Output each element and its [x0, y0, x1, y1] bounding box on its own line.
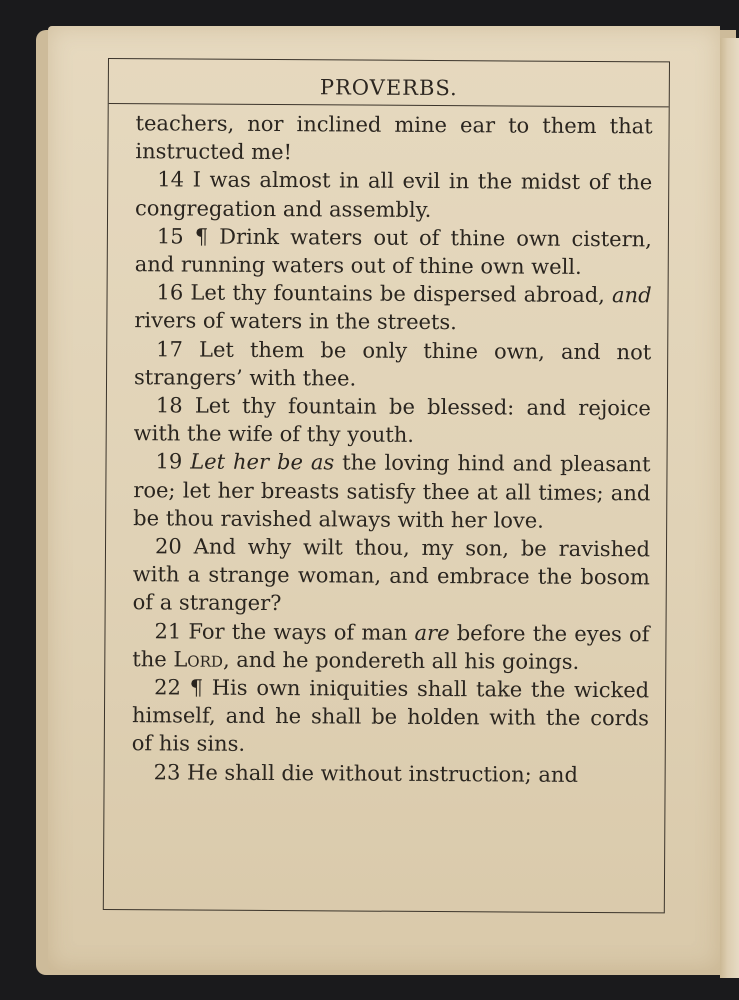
- verse-text: ¶ His own iniquities shall take the wicked himself, and he shall be holden with the cords of his sins.: [131, 675, 650, 757]
- verse-text: [182, 450, 190, 474]
- verse-15: [135, 222, 652, 282]
- verse-number: 16: [156, 280, 184, 305]
- verse-number: 14: [157, 167, 185, 192]
- verse-number: 17: [156, 336, 184, 362]
- verse-text: Let thy fountains be dispersed abroad,: [183, 280, 613, 308]
- verse-text: He shall die without instruction; and: [180, 760, 579, 787]
- verse-text: And why wilt thou, my son, be ravished with a strange woman, and embrace the bosom of a stranger?: [132, 534, 651, 616]
- verse-21: [132, 617, 649, 677]
- running-header: PROVERBS.: [319, 75, 458, 101]
- verse-text: Let thy fountain be blessed: and rejoice with the wife of thy youth.: [133, 393, 651, 448]
- verse-text: are: [414, 620, 450, 645]
- verse-text: Let them be only thine own, and not strangers’ with thee.: [133, 337, 652, 391]
- verse-list: [132, 166, 653, 790]
- body-text: [132, 109, 653, 789]
- text-frame: [103, 58, 670, 913]
- verse-22: [132, 673, 650, 761]
- verse-number: 23: [153, 759, 181, 785]
- header-rule: [109, 103, 669, 107]
- verse-text: ¶ Drink waters out of thine own cistern, and running waters out of thine own well.: [134, 224, 652, 279]
- verse-text: I was almost in all evil in the midst of the congregation and assembly.: [135, 167, 653, 222]
- verse-text: Let her be as: [190, 449, 335, 475]
- verse-text: rivers of waters in the streets.: [134, 308, 457, 335]
- verse-14: [135, 166, 652, 226]
- verse-text: Lord: [173, 647, 224, 672]
- verse-text: the loving hind and pleasant roe; let her breasts satisfy thee at all times; and be thou ravished always with her love.: [133, 450, 651, 533]
- verse-text: and: [611, 283, 652, 308]
- verse-17: [134, 335, 651, 395]
- continuation-line: teachers, nor inclined mine ear to them that instructed me!: [135, 111, 653, 165]
- facing-page-edge: [720, 38, 739, 978]
- verse-number: 19: [155, 449, 183, 474]
- verse-number: 21: [154, 618, 182, 644]
- verse-16: [134, 278, 651, 338]
- verse-text: , and he pondereth all his goings.: [222, 647, 580, 674]
- verse-number: 22: [154, 675, 181, 700]
- verse-23: [132, 758, 649, 789]
- verse-text: before the eyes of the: [132, 620, 650, 672]
- verse-number: 18: [155, 393, 183, 418]
- verse-19: [133, 448, 651, 536]
- verse-18: [134, 391, 651, 451]
- verse-number: 20: [154, 534, 182, 559]
- verse-20: [133, 532, 651, 620]
- verse-text: For the ways of man: [181, 619, 415, 645]
- verse-number: 15: [156, 224, 184, 249]
